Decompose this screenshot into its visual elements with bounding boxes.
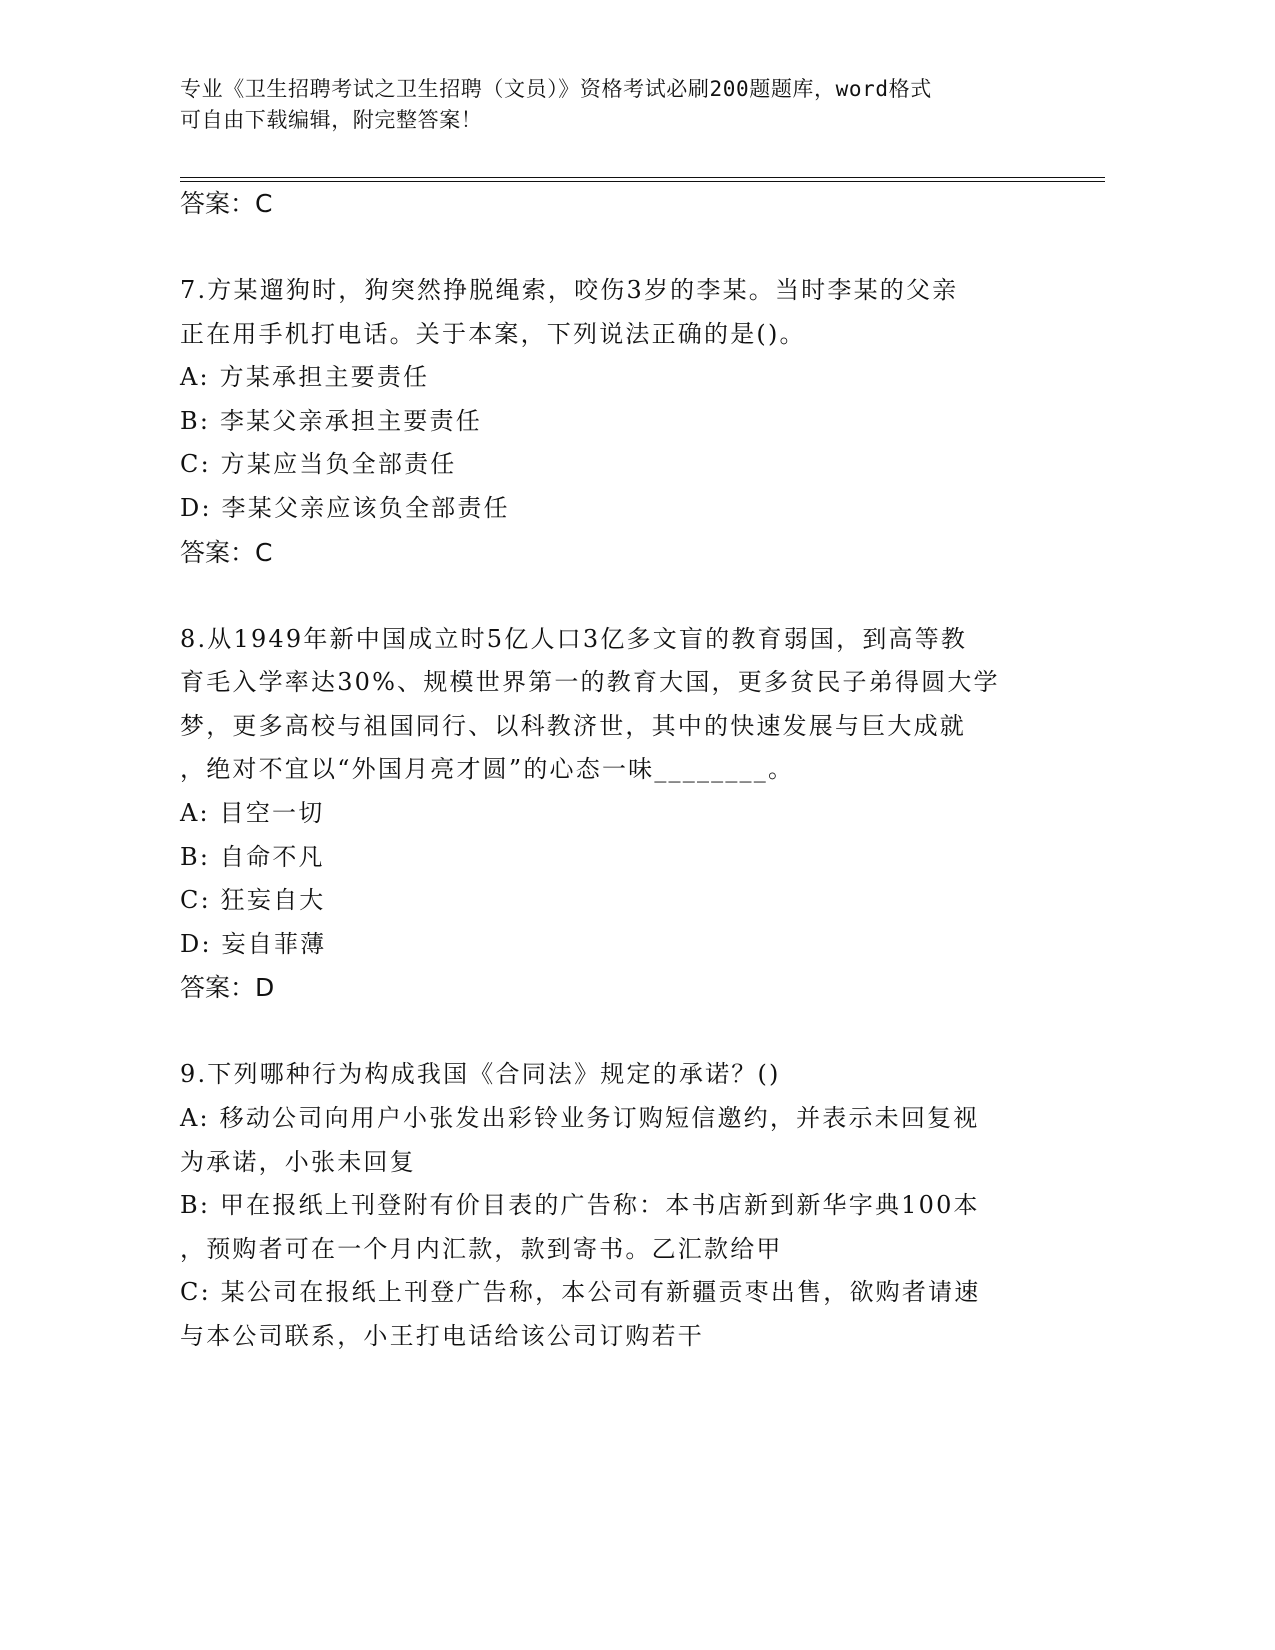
question-9 [180, 1053, 1040, 1358]
question-text-line: ，绝对不宜以“外国月亮才圆”的心态一味________。 [180, 755, 795, 784]
document-body [180, 182, 1040, 1358]
question-text-line: 育毛入学率达30%、规模世界第一的教育大国，更多贫民子弟得圆大学 [180, 668, 1000, 697]
option-c: C: 方某应当负全部责任 [180, 450, 457, 479]
document-header [180, 74, 1080, 136]
question-text-line: 正在用手机打电话。关于本案，下列说法正确的是()。 [180, 319, 806, 348]
option-b: B: 李某父亲承担主要责任 [180, 406, 482, 435]
option-a: A: 目空一切 [180, 798, 325, 827]
option-a-continued: 为承诺，小张未回复 [180, 1147, 416, 1176]
question-text-line: 梦，更多高校与祖国同行、以科教济世，其中的快速发展与巨大成就 [180, 711, 966, 740]
answer-q7: 答案：C [180, 537, 273, 567]
option-c-continued: 与本公司联系，小王打电话给该公司订购若干 [180, 1321, 704, 1350]
option-c: C: 狂妄自大 [180, 886, 326, 915]
spacer [180, 1010, 1040, 1053]
option-c: C: 某公司在报纸上刊登广告称，本公司有新疆贡枣出售，欲购者请速 [180, 1278, 981, 1307]
header-line-2: 可自由下载编辑，附完整答案！ [180, 108, 483, 132]
header-line-1: 专业《卫生招聘考试之卫生招聘（文员）》资格考试必刷200题题库，word格式 [180, 77, 932, 101]
option-a: A: 方某承担主要责任 [180, 363, 430, 392]
option-d: D: 妄自菲薄 [180, 929, 327, 958]
answer-q8: 答案：D [180, 973, 275, 1003]
option-a: A: 移动公司向用户小张发出彩铃业务订购短信邀约，并表示未回复视 [180, 1103, 980, 1132]
question-text-line: 7.方某遛狗时，狗突然挣脱绳索，咬伤3岁的李某。当时李某的父亲 [180, 276, 959, 304]
question-7 [180, 269, 1040, 575]
question-text-line: 9.下列哪种行为构成我国《合同法》规定的承诺？() [180, 1060, 781, 1089]
spacer [180, 575, 1040, 618]
question-8 [180, 618, 1040, 1011]
option-b: B: 自命不凡 [180, 842, 325, 871]
option-b: B: 甲在报纸上刊登附有价目表的广告称：本书店新到新华字典100本 [180, 1191, 980, 1220]
spacer [180, 226, 1040, 269]
option-b-continued: ，预购者可在一个月内汇款，款到寄书。乙汇款给甲 [180, 1234, 783, 1263]
option-d: D: 李某父亲应该负全部责任 [180, 493, 510, 522]
answer-previous: 答案：C [180, 189, 273, 218]
question-text-line: 8.从1949年新中国成立时5亿人口3亿多文盲的教育弱国，到高等教 [180, 624, 968, 653]
